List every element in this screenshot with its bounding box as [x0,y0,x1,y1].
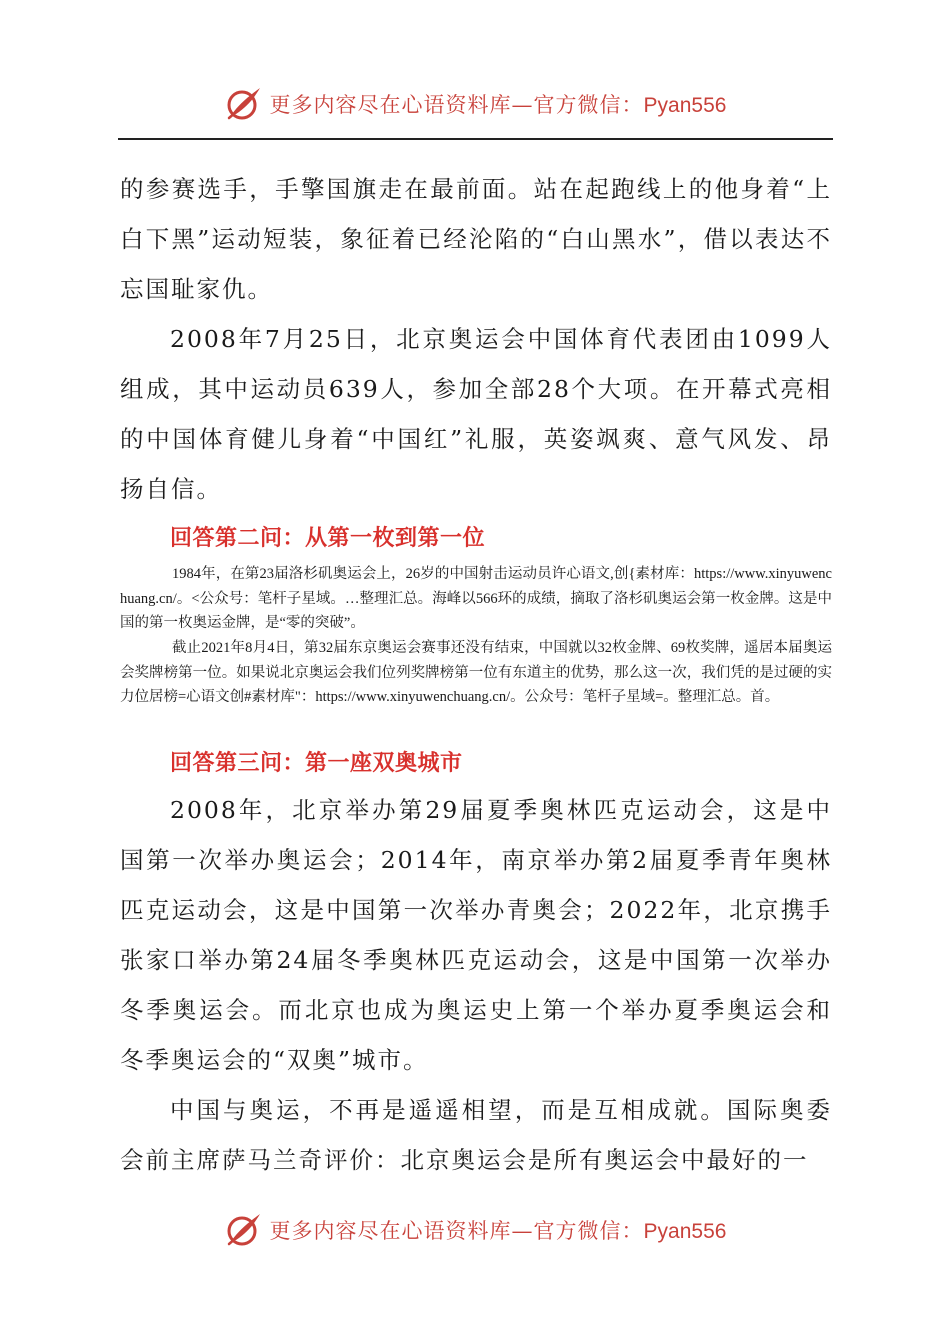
footer-brand-cn: 更多内容尽在心语资料库—官方微信： [269,1219,644,1243]
header-brand-cn: 更多内容尽在心语资料库—官方微信： [269,93,644,117]
header-brand-id: Pyan556 [643,94,727,117]
small-paragraph-1: 1984年，在第23届洛杉矶奥运会上，26岁的中国射击运动员许心语文,创{素材库：https://www.xinyuwenchuang.cn/。<公众号：笔杆子星域。…整理汇总。海峰以566环的成绩，摘取了洛杉矶奥运会第一枚金牌。这是中国的第一枚奥运金牌，是“零的突破”。 [120,566,832,631]
header-brand-text [270,89,727,119]
page-header [0,82,950,126]
paragraph-4: 中国与奥运，不再是遥遥相望，而是互相成就。国际奥委会前主席萨马兰奇评价：北京奥运会是所有奥运会中最好的一 [120,1096,832,1174]
section-heading-2: 回答第二问：从第一枚到第一位 [170,526,486,551]
header-divider [118,138,833,140]
paragraph-2: 2008年7月25日，北京奥运会中国体育代表团由1099人组成，其中运动员639人，参加全部28个大项。在开幕式亮相的中国体育健儿身着“中国红”礼服，英姿飒爽、意气风发、昂扬自信。 [120,325,832,503]
paragraph-3: 2008年，北京举办第29届夏季奥林匹克运动会，这是中国第一次举办奥运会；2014年，南京举办第2届夏季青年奥林匹克运动会，这是中国第一次举办青奥会；2022年，北京携手张家口举办第24届冬季奥林匹克运动会，这是中国第一次举办冬季奥运会。而北京也成为奥运史上第一个举办夏季奥运会和冬季奥运会的“双奥”城市。 [120,796,832,1074]
quill-logo-icon [224,1210,264,1250]
footer-brand-text [270,1215,727,1245]
section-heading-3: 回答第三问：第一座双奥城市 [170,751,463,776]
quill-logo-icon [224,84,264,124]
paragraph-1: 的参赛选手，手擎国旗走在最前面。站在起跑线上的他身着“上白下黑”运动短装，象征着已经沦陷的“白山黑水”，借以表达不忘国耻家仇。 [120,175,832,303]
small-paragraph-2: 截止2021年8月4日，第32届东京奥运会赛事还没有结束，中国就以32枚金牌、69枚奖牌，遥居本届奥运会奖牌榜第一位。如果说北京奥运会我们位列奖牌榜第一位有东道主的优势，那么这一次，我们凭的是过硬的实力位居榜=心语文创#素材库"：https://www.xinyuwenchuang.cn/。公众号：笔杆子星域=。整理汇总。首。 [120,640,832,705]
footer-brand-id: Pyan556 [643,1220,727,1243]
page-footer [0,1208,950,1252]
